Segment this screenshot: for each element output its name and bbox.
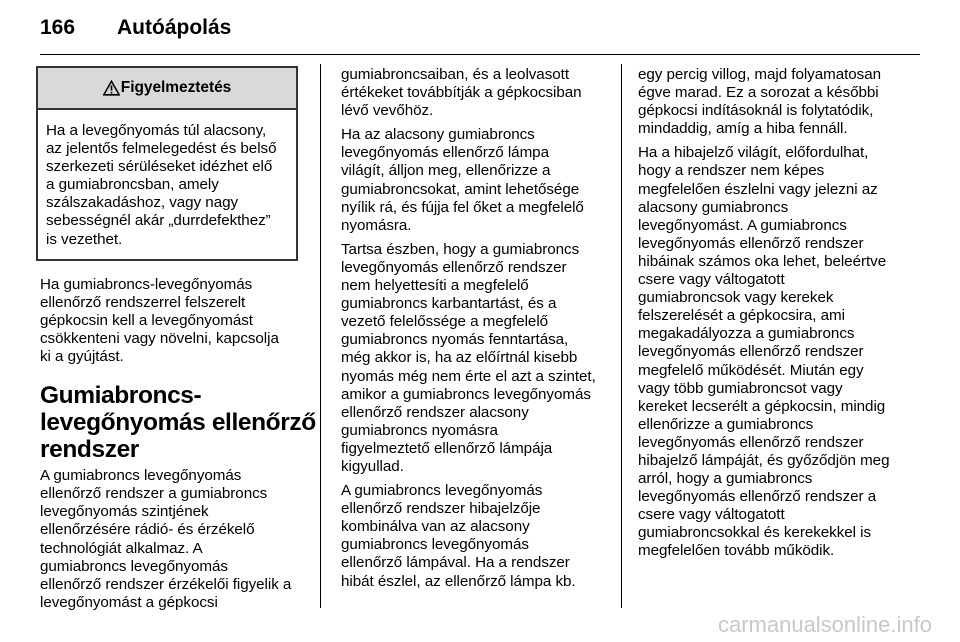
text-line: gumiabroncs nyomásra <box>341 421 498 439</box>
text-line: Ha gumiabroncs-levegőnyomás <box>40 275 253 293</box>
text-line: alacsony gumiabroncs <box>638 198 789 216</box>
text-line: ellenőrző rendszerrel felszerelt <box>40 293 246 311</box>
text-line: lévő vevőhöz. <box>341 102 434 120</box>
text-line: hogy a rendszer nem képes <box>638 162 825 180</box>
text-line: felszerelését a gépkocsira, ami <box>638 307 845 325</box>
heading-line: rendszer <box>40 436 139 464</box>
page-number: 166 <box>40 16 76 39</box>
text-line: hibáinak számos oka lehet, beleértve <box>638 252 887 270</box>
text-line: ellenőrző lámpával. Ha a rendszer <box>341 554 570 572</box>
text-line: ellenőrző rendszer a gumiabroncs <box>40 485 268 503</box>
text-line: még akkor is, ha az előírtnál kisebb <box>341 349 578 367</box>
column-2 <box>341 66 603 597</box>
text-line: gépkocsi indításoknál is folytatódik, <box>638 102 874 120</box>
text-line: gumiabroncsokat, amint lehetősége <box>341 180 580 198</box>
text-line: levegőnyomás ellenőrző rendszer <box>638 234 864 252</box>
text-line: A gumiabroncs levegőnyomás <box>40 467 242 485</box>
text-line: megfelelő működését. Miután egy <box>638 361 864 379</box>
text-line: gumiabroncs levegőnyomás <box>40 557 228 575</box>
text-line: égve marad. Ez a sorozat a későbbi <box>638 84 879 102</box>
watermark: carmanualsonline.info <box>717 612 932 637</box>
page-title: Autóápolás <box>117 16 232 39</box>
text-line: egy percig villog, majd folyamatosan <box>638 66 882 83</box>
warning-text <box>38 110 296 259</box>
paragraph <box>341 241 603 476</box>
text-line: vezető felelőssége a megfelelő <box>341 313 549 331</box>
text-line: levegőnyomás ellenőrző rendszer <box>638 343 864 361</box>
text-line: technológiát alkalmaz. A <box>40 539 203 557</box>
text-line: Tartsa észben, hogy a gumiabroncs <box>341 240 580 258</box>
text-line: vagy több gumiabroncsot vagy <box>638 379 843 397</box>
text-line: levegőnyomás szintjének <box>40 503 209 521</box>
text-line: ellenőrző rendszer hibajelzője <box>341 500 541 518</box>
text-line: gumiabroncsok vagy kerekek <box>638 289 834 307</box>
text-line: az jelentős felmelegedést és belső <box>46 140 277 158</box>
text-line: Ha a hibajelző világít, előfordulhat, <box>638 144 869 162</box>
column-1 <box>40 66 316 618</box>
column-divider <box>320 64 321 608</box>
text-line: megfelelően észlelni vagy jelezni az <box>638 180 878 198</box>
text-line: nyomás még nem érte el azt a szintet, <box>341 367 596 385</box>
text-line: kereket lecserélt a gépkocsin, mindig <box>638 397 886 415</box>
text-line: is vezethet. <box>46 230 123 248</box>
paragraph <box>341 66 603 120</box>
text-line: levegőnyomás ellenőrző rendszer <box>341 258 567 276</box>
text-line: világít, álljon meg, ellenőrizze a <box>341 162 551 180</box>
paragraph <box>341 126 603 235</box>
text-line: kombinálva van az alacsony <box>341 518 530 536</box>
text-line: nem helyettesíti a megfelelő <box>341 277 529 295</box>
text-line: szerkezeti sérüléseket idézhet elő <box>46 158 273 176</box>
warning-header <box>38 68 296 110</box>
text-line: figyelmeztető ellenőrző lámpája <box>341 439 553 457</box>
text-line: megfelelően tovább működik. <box>638 542 835 560</box>
paragraph <box>638 66 904 138</box>
text-line: A gumiabroncs levegőnyomás <box>341 482 543 500</box>
text-line: a gumiabroncsban, amely <box>46 176 219 194</box>
text-line: levegőnyomást a gépkocsi <box>40 593 218 611</box>
text-line: amikor a gumiabroncs levegőnyomás <box>341 385 591 403</box>
text-line: nyomásra. <box>341 216 412 234</box>
text-line: gépkocsin kell a levegőnyomást <box>40 311 253 329</box>
warning-box <box>36 66 298 261</box>
text-line: ellenőrző rendszer alacsony <box>341 403 529 421</box>
text-line: szálszakadáshoz, vagy nagy <box>46 194 239 212</box>
paragraph <box>341 482 603 591</box>
paragraph <box>40 467 304 612</box>
text-line: arról, hogy a gumiabroncs <box>638 470 813 488</box>
column-divider <box>621 64 622 608</box>
text-line: Ha az alacsony gumiabroncs <box>341 126 535 144</box>
text-line: megakadályozza a gumiabroncs <box>638 325 855 343</box>
text-line: ki a gyújtást. <box>40 348 124 366</box>
text-line: gumiabroncs nyomás fenntartása, <box>341 331 569 349</box>
text-line: sebességnél akár „durrdefekthez” <box>46 212 271 230</box>
text-line: ellenőrzésére rádió- és érzékelő <box>40 521 255 539</box>
heading-line: levegőnyomás ellenőrző <box>40 409 316 437</box>
warning-triangle-icon <box>103 80 120 96</box>
text-line: levegőnyomást. A gumiabroncs <box>638 216 847 234</box>
text-line: gumiabroncsokkal és kerekekkel is <box>638 524 872 542</box>
section-heading <box>40 382 316 464</box>
text-line: gumiabroncsaiban, és a leolvasott <box>341 66 569 83</box>
paragraph <box>638 144 904 560</box>
text-line: csökkenteni vagy növelni, kapcsolja <box>40 329 279 347</box>
text-line: értékeket továbbítják a gépkocsiban <box>341 84 582 102</box>
text-line: csere vagy váltogatott <box>638 271 785 289</box>
text-line: levegőnyomás ellenőrző lámpa <box>341 144 549 162</box>
text-line: nyílik rá, és fújja fel őket a megfelelő <box>341 198 584 216</box>
text-line: hibajelző lámpáját, és győződjön meg <box>638 451 890 469</box>
text-line: levegőnyomás ellenőrző rendszer <box>638 433 864 451</box>
text-line: Ha a levegőnyomás túl alacsony, <box>46 122 267 139</box>
warning-title: Figyelmeztetés <box>120 78 232 96</box>
column-3 <box>638 66 904 567</box>
page-header <box>40 14 920 55</box>
paragraph <box>40 276 304 366</box>
text-line: levegőnyomás ellenőrző rendszer a <box>638 488 877 506</box>
heading-line: Gumiabroncs- <box>40 382 202 410</box>
text-line: gumiabroncs levegőnyomás <box>341 536 529 554</box>
text-line: csere vagy váltogatott <box>638 506 785 524</box>
text-line: kigyullad. <box>341 457 404 475</box>
text-line: gumiabroncs karbantartást, és a <box>341 295 557 313</box>
text-line: ellenőrizze a gumiabroncs <box>638 415 814 433</box>
text-line: hibát észlel, az ellenőrző lámpa kb. <box>341 572 576 590</box>
text-line: ellenőrző rendszer érzékelői figyelik a <box>40 575 292 593</box>
text-line: mindaddig, amíg a hiba fennáll. <box>638 120 848 138</box>
